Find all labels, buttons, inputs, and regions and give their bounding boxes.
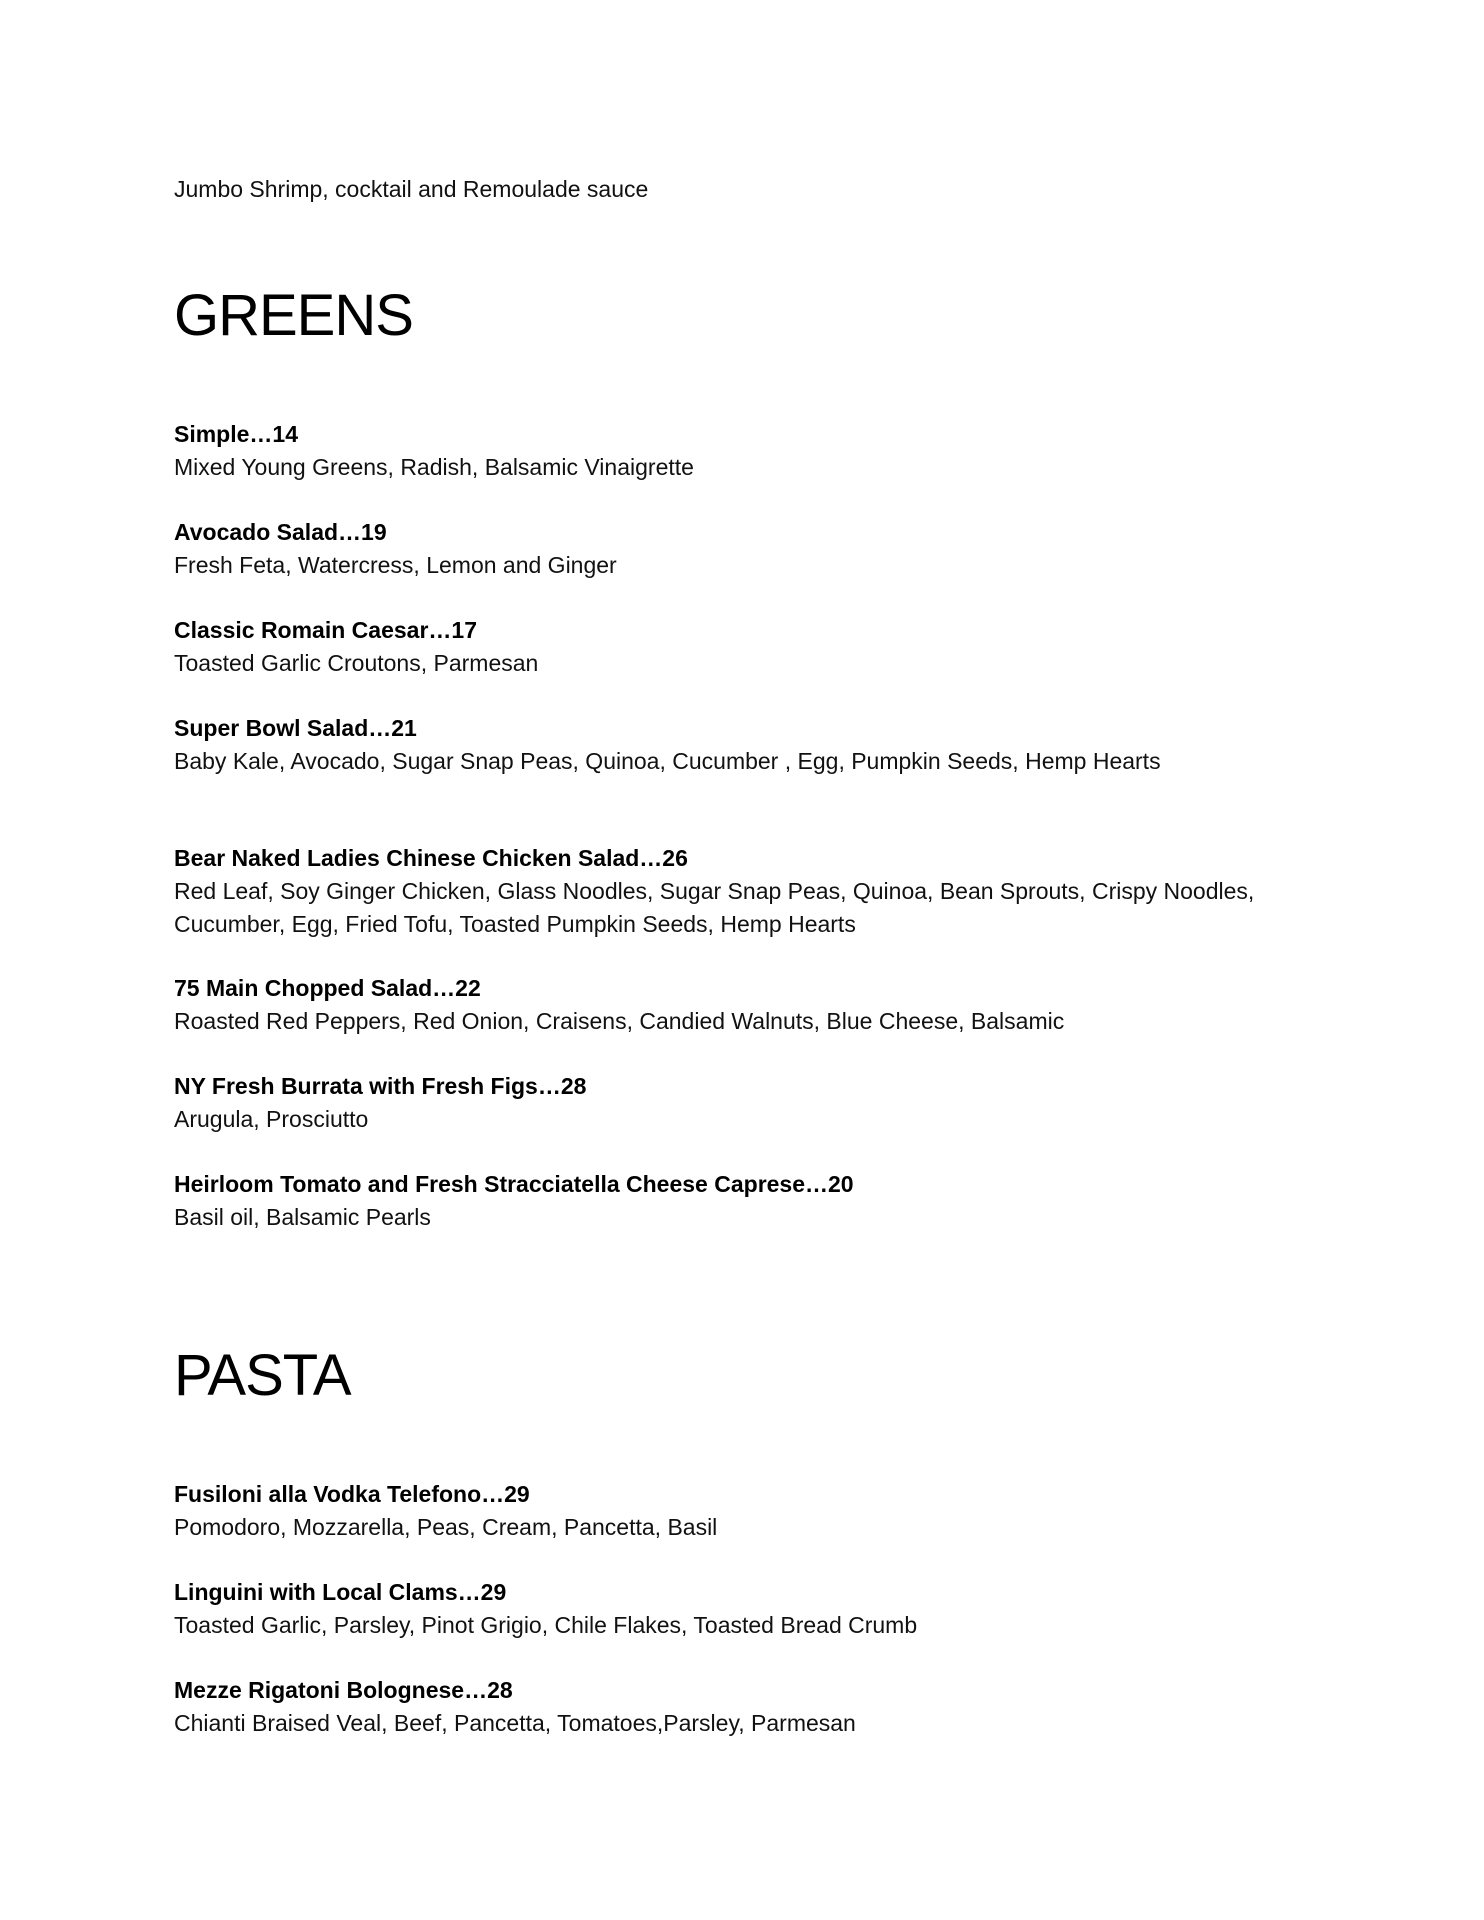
item-name: Linguini with Local Clams…29 <box>174 1579 507 1605</box>
item-name: Mezze Rigatoni Bolognese…28 <box>174 1677 513 1703</box>
item-description: Basil oil, Balsamic Pearls <box>174 1204 431 1230</box>
item-name: NY Fresh Burrata with Fresh Figs…28 <box>174 1073 587 1099</box>
item-description: Mixed Young Greens, Radish, Balsamic Vinaigrette <box>174 454 694 480</box>
menu-item <box>174 1576 1354 1642</box>
menu-item <box>174 1674 1354 1740</box>
item-name: Super Bowl Salad…21 <box>174 715 417 741</box>
menu-item <box>174 1070 1354 1136</box>
item-name: Classic Romain Caesar…17 <box>174 617 477 643</box>
item-name: 75 Main Chopped Salad…22 <box>174 975 481 1001</box>
menu-item <box>174 712 1354 778</box>
item-description: Roasted Red Peppers, Red Onion, Craisens, Candied Walnuts, Blue Cheese, Balsamic <box>174 1008 1065 1034</box>
item-description: Toasted Garlic Croutons, Parmesan <box>174 650 539 676</box>
intro-line: Jumbo Shrimp, cocktail and Remoulade sauce <box>174 176 649 202</box>
menu-item <box>174 1168 1354 1234</box>
item-name: Avocado Salad…19 <box>174 519 387 545</box>
item-description: Red Leaf, Soy Ginger Chicken, Glass Noodles, Sugar Snap Peas, Quinoa, Bean Sprouts, Crispy Noodles, Cucumber, Egg, Fried Tofu, Toasted Pumpkin Seeds, Hemp Hearts <box>174 878 1255 937</box>
section-title-pasta: PASTA <box>174 1343 351 1408</box>
item-description: Chianti Braised Veal, Beef, Pancetta, Tomatoes,Parsley, Parmesan <box>174 1710 856 1736</box>
item-name: Simple…14 <box>174 421 298 447</box>
menu-item <box>174 1478 1354 1544</box>
menu-item <box>174 516 1354 582</box>
item-name: Heirloom Tomato and Fresh Stracciatella Cheese Caprese…20 <box>174 1171 854 1197</box>
section-title-greens: GREENS <box>174 283 413 348</box>
menu-item <box>174 614 1354 680</box>
item-name: Bear Naked Ladies Chinese Chicken Salad…26 <box>174 845 688 871</box>
item-description: Pomodoro, Mozzarella, Peas, Cream, Pancetta, Basil <box>174 1514 718 1540</box>
item-description: Toasted Garlic, Parsley, Pinot Grigio, Chile Flakes, Toasted Bread Crumb <box>174 1612 918 1638</box>
menu-item <box>174 972 1354 1038</box>
item-name: Fusiloni alla Vodka Telefono…29 <box>174 1481 530 1507</box>
item-description: Arugula, Prosciutto <box>174 1106 369 1132</box>
menu-item <box>174 418 1354 484</box>
item-description: Baby Kale, Avocado, Sugar Snap Peas, Quinoa, Cucumber , Egg, Pumpkin Seeds, Hemp Hearts <box>174 748 1161 774</box>
menu-item <box>174 842 1354 941</box>
item-description: Fresh Feta, Watercress, Lemon and Ginger <box>174 552 617 578</box>
